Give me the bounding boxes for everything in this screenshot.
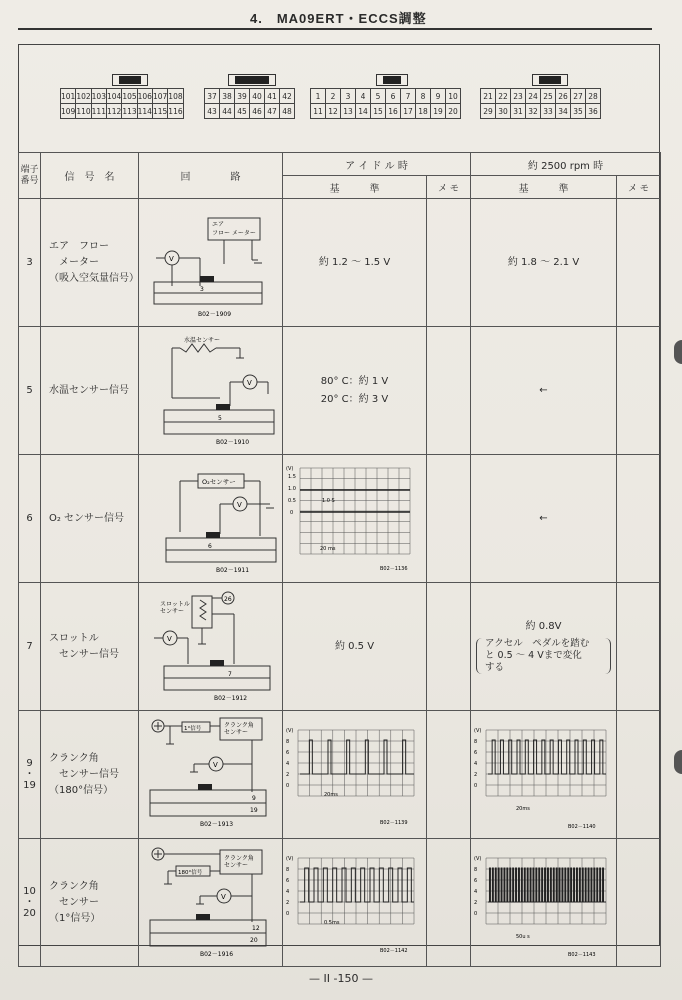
idle-standard (283, 327, 427, 455)
scope-y-label: 8 (286, 739, 290, 745)
connector-pin: 104 (106, 89, 121, 104)
idle-memo (427, 583, 471, 711)
connector-pin: 17 (401, 104, 416, 119)
scope-time: 0.5ms (324, 920, 340, 926)
scope-trace (300, 868, 414, 902)
scope-y-label: 4 (286, 761, 290, 767)
terminal-number: 6 (19, 455, 41, 583)
col-terminal-header: 端子 番号 (19, 153, 41, 199)
voltmeter-label: V (247, 379, 252, 387)
table-row (19, 199, 661, 327)
table-row (19, 583, 661, 711)
rpm-memo (617, 455, 661, 583)
table-row (19, 711, 661, 839)
signal-name: エア フロー メーター （吸入空気量信号） (41, 199, 139, 327)
oscilloscope-180deg-idle (284, 712, 426, 834)
idle-memo (427, 327, 471, 455)
connector-pin: 41 (265, 89, 280, 104)
scope-y-label: 0 (474, 783, 478, 789)
rpm-standard (471, 839, 617, 967)
col-idle-header: ア イ ド ル 時 (283, 153, 471, 176)
idle-standard (283, 711, 427, 839)
connector-pin: 21 (481, 89, 496, 104)
connector-pin: 23 (511, 89, 526, 104)
connector-pin: 2 (326, 89, 341, 104)
rpm-standard: 約 1.8 ～ 2.1 V (471, 199, 617, 327)
idle-standard (283, 839, 427, 967)
circuit-cell (139, 839, 283, 967)
page-header: 4. MA09ERT・ECCS調整 (250, 11, 427, 26)
figure-code: B02－1909 (198, 311, 232, 318)
connector-pin: 115 (152, 104, 167, 119)
connector-1 (60, 88, 184, 119)
figure-code: B02－1913 (200, 821, 234, 828)
scope-trace (488, 868, 606, 902)
circuit-diagram (140, 712, 282, 834)
figure-code: B02－1136 (380, 566, 408, 572)
rpm-memo (617, 839, 661, 967)
table-row (19, 455, 661, 583)
scope-time: 50u s (516, 934, 530, 940)
connector-4 (480, 88, 601, 119)
rpm-memo (617, 583, 661, 711)
scope-y-label: 1.0 (288, 486, 296, 492)
figure-code: B02－1911 (216, 567, 250, 574)
scope-trace (488, 740, 606, 774)
connector-pin: 38 (220, 89, 235, 104)
terminal-number: 10 ・ 20 (19, 839, 41, 967)
connector-pin: 105 (122, 89, 137, 104)
rpm-memo (617, 327, 661, 455)
col-circuit-header: 回 路 (139, 153, 283, 199)
connector-pin: 46 (250, 104, 265, 119)
connector-pin: 33 (541, 104, 556, 119)
rpm-standard: ← (471, 327, 617, 455)
signal-name: O₂ センサー信号 (41, 455, 139, 583)
oscilloscope-1deg-idle (284, 840, 426, 962)
connector-pin: 13 (341, 104, 356, 119)
idle-memo (427, 199, 471, 327)
connector-pin: 22 (496, 89, 511, 104)
idle-standard: 約 0.5 V (283, 583, 427, 711)
terminal-label: 26 (224, 596, 232, 603)
scope-y-label: 0 (290, 510, 294, 516)
connector-pin: 18 (416, 104, 431, 119)
voltmeter-label: V (169, 255, 174, 263)
circuit-diagram (140, 584, 282, 706)
circuit-label: 180°信号 (178, 870, 203, 876)
connector-pin: 36 (586, 104, 601, 119)
col-signal-header: 信 号 名 (41, 153, 139, 199)
connector-pin: 42 (280, 89, 295, 104)
scope-y-label: 2 (286, 900, 290, 906)
figure-code: B02－1916 (200, 951, 234, 958)
scope-y-label: (V) (286, 728, 294, 734)
connector-pin: 30 (496, 104, 511, 119)
terminal-number: 5 (19, 327, 41, 455)
page-number: — II -150 — (309, 972, 373, 985)
terminal-label: 5 (218, 415, 222, 422)
connector-pin: 48 (280, 104, 295, 119)
connector-latch (112, 74, 148, 86)
scope-y-label: (V) (474, 856, 482, 862)
circuit-label: エア (212, 221, 225, 228)
connector-pin: 43 (205, 104, 220, 119)
connector-pin: 45 (235, 104, 250, 119)
scope-y-label: 6 (286, 750, 290, 756)
circuit-cell (139, 455, 283, 583)
figure-code: B02－1142 (380, 948, 408, 954)
scope-y-label: 6 (286, 878, 290, 884)
voltmeter-label: V (167, 635, 172, 643)
connector-pin: 102 (76, 89, 91, 104)
scope-y-label: (V) (286, 856, 294, 862)
connector-pin: 26 (556, 89, 571, 104)
connector-pin: 35 (571, 104, 586, 119)
connector-pin: 28 (586, 89, 601, 104)
circuit-diagram (140, 200, 282, 322)
idle-standard (283, 455, 427, 583)
connector-pin: 29 (481, 104, 496, 119)
connector-pin: 114 (137, 104, 152, 119)
scope-y-label: (V) (286, 466, 294, 472)
terminal-label: 12 (252, 925, 260, 932)
col-idle-memo: メ モ (427, 176, 471, 199)
scope-trace (300, 740, 414, 774)
connector-pin: 39 (235, 89, 250, 104)
figure-code: B02－1139 (380, 820, 408, 826)
scope-y-label: 0 (474, 911, 478, 917)
col-idle-standard: 基 準 (283, 176, 427, 199)
terminal-label: 6 (208, 543, 212, 550)
figure-code: B02－1912 (214, 695, 248, 702)
circuit-cell (139, 199, 283, 327)
terminal-label: 9 (252, 795, 256, 802)
oscilloscope-1deg-2500 (472, 840, 618, 962)
connector-pin: 1 (311, 89, 326, 104)
scope-y-label: 6 (474, 750, 478, 756)
terminal-label: 3 (200, 286, 204, 293)
connector-pin: 112 (106, 104, 121, 119)
scope-y-label: 0 (286, 911, 290, 917)
rpm-standard-value: 約 0.8V (525, 620, 562, 632)
connector-pin: 111 (91, 104, 106, 119)
table-row (19, 327, 661, 455)
connector-pin: 4 (356, 89, 371, 104)
signal-table (18, 152, 661, 967)
scope-y-label: (V) (474, 728, 482, 734)
voltmeter-label: V (221, 893, 226, 901)
binder-hole (674, 340, 682, 364)
terminal-label: 20 (250, 937, 258, 944)
circuit-diagram (140, 328, 282, 450)
scope-time: 20ms (516, 806, 530, 812)
figure-code: B02－1140 (568, 824, 596, 830)
connector-pin: 19 (431, 104, 446, 119)
oscilloscope-o2 (284, 456, 426, 578)
connector-pin: 16 (386, 104, 401, 119)
scope-y-label: 6 (474, 878, 478, 884)
col-2500-standard: 基 準 (471, 176, 617, 199)
circuit-cell (139, 711, 283, 839)
connector-pin: 40 (250, 89, 265, 104)
col-2500-header: 約 2500 rpm 時 (471, 153, 661, 176)
connector-pin: 44 (220, 104, 235, 119)
connector-pin: 32 (526, 104, 541, 119)
connector-pin: 25 (541, 89, 556, 104)
connector-pin: 6 (386, 89, 401, 104)
scope-y-label: 1.5 (288, 474, 296, 480)
connector-pin: 37 (205, 89, 220, 104)
connector-pin: 107 (152, 89, 167, 104)
oscilloscope-180deg-2500 (472, 712, 618, 834)
scope-y-label: 8 (474, 739, 478, 745)
table-row (19, 839, 661, 967)
terminal-number: 3 (19, 199, 41, 327)
circuit-diagram (140, 840, 282, 962)
idle-memo (427, 839, 471, 967)
voltmeter-label: V (213, 761, 218, 769)
circuit-cell (139, 327, 283, 455)
scope-y-label: 2 (474, 772, 478, 778)
connector-latch (376, 74, 408, 86)
connector-pin: 8 (416, 89, 431, 104)
figure-code: B02－1910 (216, 439, 250, 446)
circuit-label: 1°信号 (184, 726, 202, 732)
connector-pin: 34 (556, 104, 571, 119)
connector-latch (228, 74, 276, 86)
header-rule (18, 28, 652, 30)
idle-memo (427, 711, 471, 839)
circuit-label: O₂センサー (202, 478, 236, 486)
voltmeter-label: V (237, 501, 242, 509)
connector-2 (204, 88, 295, 119)
connector-pin: 14 (356, 104, 371, 119)
connector-pin: 106 (137, 89, 152, 104)
circuit-diagram (140, 456, 282, 578)
idle-memo (427, 455, 471, 583)
connector-pin: 31 (511, 104, 526, 119)
scope-y-label: 8 (286, 867, 290, 873)
circuit-label: スロットルセンサー (160, 601, 190, 615)
scope-annotation: 1.0 S (322, 498, 335, 504)
connector-pin: 5 (371, 89, 386, 104)
circuit-cell (139, 583, 283, 711)
connector-pin: 110 (76, 104, 91, 119)
rpm-standard (471, 711, 617, 839)
connector-pin: 20 (446, 104, 461, 119)
circuit-label: クランク角センサー (224, 855, 254, 869)
col-2500-memo: メ モ (617, 176, 661, 199)
connector-pin: 116 (168, 104, 183, 119)
scope-y-label: 4 (286, 889, 290, 895)
terminal-label: 7 (228, 671, 232, 678)
scope-time: 20 ms (320, 546, 336, 552)
scope-y-label: 0 (286, 783, 290, 789)
connector-pin: 3 (341, 89, 356, 104)
connector-pin: 7 (401, 89, 416, 104)
connector-pin: 103 (91, 89, 106, 104)
idle-standard: 約 1.2 ～ 1.5 V (283, 199, 427, 327)
rpm-standard: ← (471, 455, 617, 583)
terminal-label: 19 (250, 807, 258, 814)
scope-y-label: 8 (474, 867, 478, 873)
circuit-label: 水温センサー (184, 337, 221, 344)
connector-latch (532, 74, 568, 86)
connector-pin: 109 (61, 104, 76, 119)
signal-name: クランク角 センサー （1°信号） (41, 839, 139, 967)
scope-y-label: 0.5 (288, 498, 296, 504)
connector-pin: 9 (431, 89, 446, 104)
signal-name: クランク角 センサー信号 （180°信号） (41, 711, 139, 839)
rpm-memo (617, 199, 661, 327)
connector-pin: 47 (265, 104, 280, 119)
connector-pin: 11 (311, 104, 326, 119)
scope-time: 20ms (324, 792, 338, 798)
signal-name: スロットル センサー信号 (41, 583, 139, 711)
binder-hole (674, 750, 682, 774)
scope-y-label: 4 (474, 761, 478, 767)
rpm-standard (471, 583, 617, 711)
scope-y-label: 2 (286, 772, 290, 778)
signal-name: 水温センサー信号 (41, 327, 139, 455)
rpm-standard-note: アクセル ペダルを踏む と 0.5 ～ 4 Vまで変化 する (476, 638, 611, 674)
circuit-label: クランク角センサー (224, 722, 254, 736)
connector-pin: 101 (61, 89, 76, 104)
terminal-number: 9 ・ 19 (19, 711, 41, 839)
figure-code: B02－1143 (568, 952, 596, 958)
connector-pin: 108 (168, 89, 183, 104)
circuit-label: フロー メーター (212, 230, 256, 237)
connector-3 (310, 88, 461, 119)
connector-pin: 24 (526, 89, 541, 104)
scope-y-label: 4 (474, 889, 478, 895)
terminal-number: 7 (19, 583, 41, 711)
scope-y-label: 2 (474, 900, 478, 906)
idle-standard-20c: 20° C：約 3 V (320, 393, 389, 405)
connector-pin: 113 (122, 104, 137, 119)
connector-pin: 10 (446, 89, 461, 104)
connector-pin: 15 (371, 104, 386, 119)
rpm-memo (617, 711, 661, 839)
connector-pin: 12 (326, 104, 341, 119)
idle-standard-80c: 80° C：約 1 V (320, 375, 389, 387)
connector-pin: 27 (571, 89, 586, 104)
